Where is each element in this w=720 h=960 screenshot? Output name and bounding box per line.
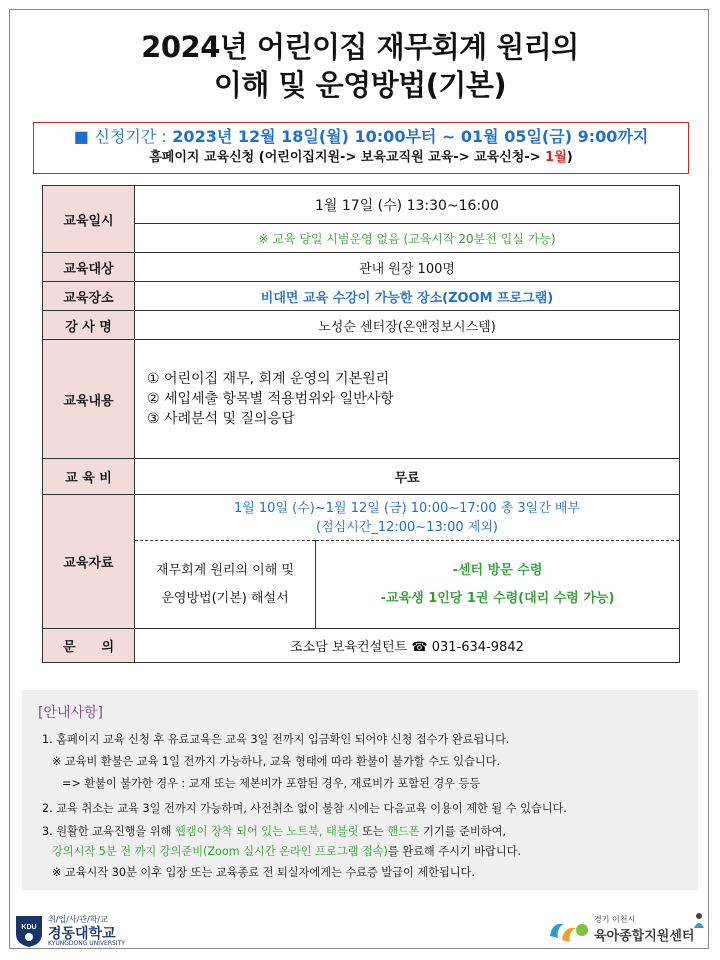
notice-title: [안내사항] <box>38 705 104 721</box>
page-title <box>0 28 720 104</box>
application-period <box>34 126 688 148</box>
center-logo <box>546 912 706 948</box>
place-value: 비대면 교육 수강이 가능한 장소(ZOOM 프로그램) <box>135 282 680 311</box>
route-end: ) <box>566 150 573 165</box>
university-emblem-icon <box>14 914 44 948</box>
material-name <box>135 541 316 629</box>
application-box <box>33 122 689 174</box>
route-month: 1월 <box>545 150 567 165</box>
content-item: ③ 사례분석 및 질의응답 <box>147 411 295 427</box>
material-dist-line-1: 1월 10일 (수)~1월 12일 (금) 10:00~17:00 총 3일간 배부 <box>233 500 581 516</box>
content-list <box>135 340 680 459</box>
fee-head: 교 육 비 <box>43 459 135 495</box>
content-item: ② 세입세출 항목별 적용범위와 일반사항 <box>147 391 394 407</box>
target-head: 교육대상 <box>43 253 135 282</box>
contact-value <box>135 629 680 663</box>
target-value: 관내 원장 100명 <box>135 253 680 282</box>
material-pickup-line-2: -교육생 1인당 1권 수령(대리 수령 가능) <box>380 590 615 606</box>
right-small: 경기 이천시 <box>594 915 636 924</box>
notice-line-7: ※ 교육시작 30분 이후 입장 또는 교육종료 전 퇴실자에게는 수료증 발급이 제한됩니다. <box>52 866 475 879</box>
contact-head: 문 의 <box>43 629 135 663</box>
material-name-line-1: 재무회계 원리의 이해 및 <box>156 562 294 578</box>
notice-6b: 를 완료해 주시기 바랍니다. <box>387 845 522 858</box>
application-dates: 2023년 12월 18일(월) 10:00부터 ~ 01월 05일(금) 9:00까지 <box>172 127 649 146</box>
notice-line-3: => 환불이 불가한 경우 : 교재 또는 제본비가 포함된 경우, 재료비가 포함된 경우 등등 <box>62 777 481 790</box>
left-english: KYUNGDONG UNIVERSITY <box>48 940 125 947</box>
emblem-badge-text: KDU <box>21 924 37 931</box>
phone-icon: ☎ <box>411 640 428 655</box>
notice-line-2: ※ 교육비 환불은 교육 1일 전까지 가능하나, 교육 형태에 따라 환불이 불가할 수도 있습니다. <box>52 755 501 768</box>
date-head: 교육일시 <box>43 186 135 253</box>
notice-5c: 또는 <box>362 825 384 838</box>
info-table <box>42 185 680 663</box>
notice-5d: 핸드폰 <box>387 825 420 838</box>
material-dist-line-2: (점심시간_12:00~13:00 제외) <box>316 519 498 535</box>
route-text: 홈페이지 교육신청 (어린이집지원-> 보육교직원 교육-> 교육신청-> <box>149 150 541 165</box>
notice-5e: 기기를 준비하여, <box>423 825 506 838</box>
people-icon <box>692 912 706 930</box>
material-pickup <box>316 541 680 629</box>
notice-5b: 웹캠이 장착 되어 있는 노트북, 태블릿 <box>174 825 359 838</box>
bullet-icon: ■ <box>73 127 89 146</box>
lecturer-value: 노성순 센터장(온앤정보시스템) <box>135 311 680 340</box>
notice-line-4: 2. 교육 취소는 교육 3일 전까지 가능하며, 사전취소 없이 불참 시에는 다음교육 이용이 제한 될 수 있습니다. <box>42 802 567 815</box>
notice-5a: 3. 원활한 교육진행을 위해 <box>42 825 172 838</box>
application-label: 신청기간 : <box>94 127 167 146</box>
material-distribution <box>135 495 680 541</box>
material-head: 교육자료 <box>43 495 135 629</box>
title-line-2: 이해 및 운영방법(기본) <box>213 68 507 102</box>
contact-person: 조소담 보육컨설턴트 <box>290 640 408 655</box>
material-name-line-2: 운영방법(기본) 해설서 <box>161 590 289 606</box>
lecturer-head: 강 사 명 <box>43 311 135 340</box>
notice-line-1: 1. 홈페이지 교육 신청 후 유료교육은 교육 3일 전까지 입금확인 되어야 신청 접수가 완료됩니다. <box>42 733 510 746</box>
fee-value: 무료 <box>135 459 680 495</box>
material-pickup-line-1: -센터 방문 수령 <box>452 562 543 578</box>
content-head: 교육내용 <box>43 340 135 459</box>
application-route <box>34 148 688 168</box>
right-name: 육아종합지원센터 <box>594 929 695 944</box>
place-head: 교육장소 <box>43 282 135 311</box>
left-name: 경동대학교 <box>48 926 116 942</box>
title-line-1: 2024년 어린이집 재무회계 원리의 <box>141 30 579 64</box>
left-tagline: 취/업/사/관/학/교 <box>48 915 108 924</box>
content-item: ① 어린이집 재무, 회계 운영의 기본원리 <box>147 371 390 387</box>
notice-box <box>22 690 698 890</box>
contact-phone: 031-634-9842 <box>431 640 524 655</box>
notice-line-6 <box>52 844 521 860</box>
date-note: ※ 교육 당일 시범운영 없음 (교육시작 20분전 입실 가능) <box>135 224 680 253</box>
center-emblem-icon <box>546 916 590 946</box>
date-value: 1월 17일 (수) 13:30~16:00 <box>135 186 680 224</box>
notice-6a: 강의시작 5분 전 까지 강의준비(Zoom 실시간 온라인 프로그램 접속) <box>52 845 388 858</box>
notice-line-5 <box>42 824 506 840</box>
